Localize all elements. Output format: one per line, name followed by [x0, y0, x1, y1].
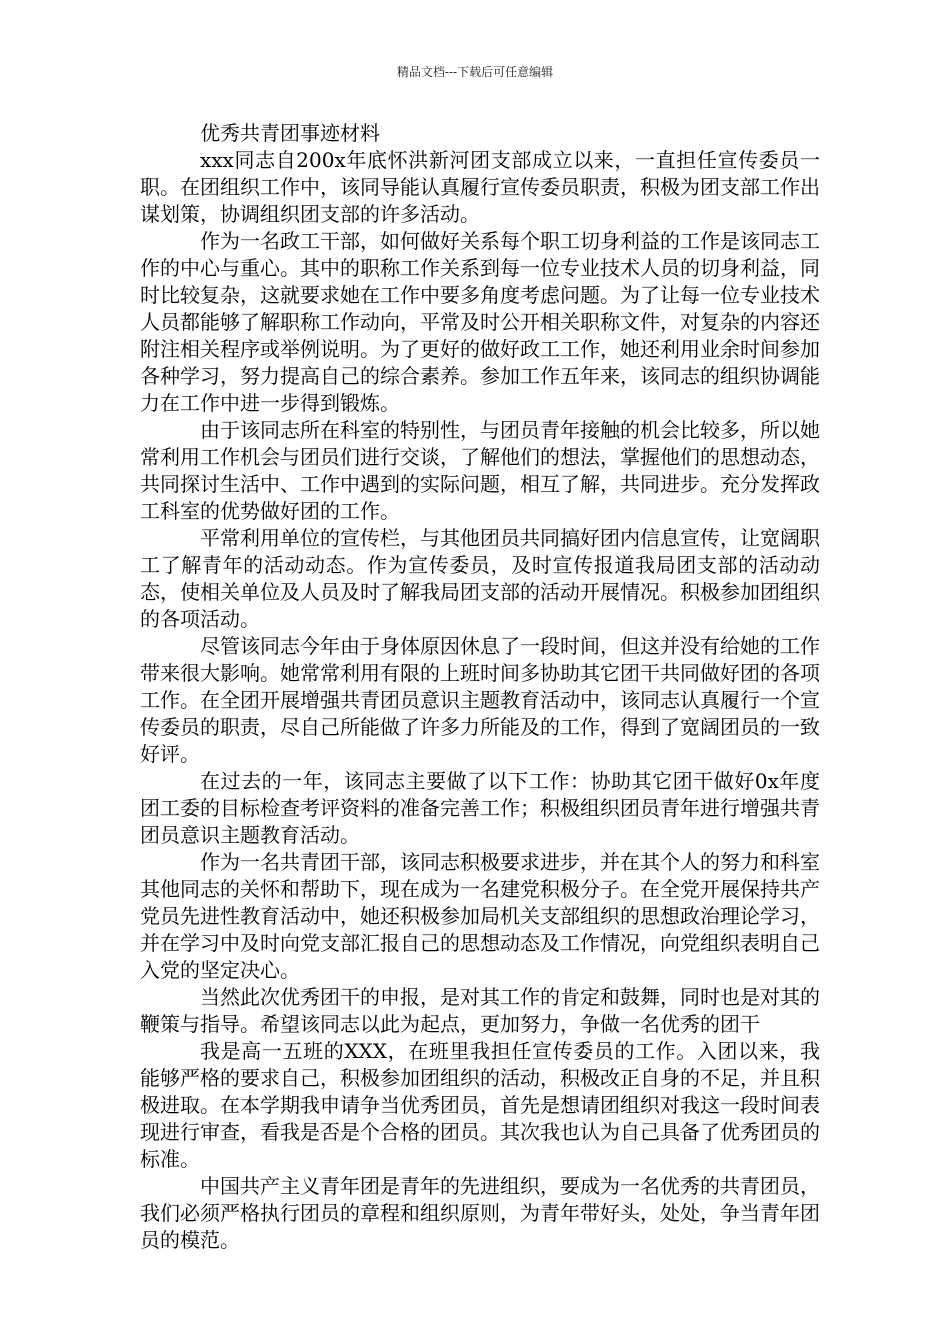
page-header: 精品文档---下载后可任意编辑	[396, 65, 554, 79]
paragraph: 由于该同志所在科室的特别性，与团员青年接触的机会比较多，所以她常利用工作机会与团员们进行交谈，了解他们的想法，掌握他们的思想动态，共同探讨生活中、工作中遇到的实际问题，相互了解，共同进步。充分发挥政工科室的优势做好团的工作。	[140, 418, 820, 523]
paragraph: 中国共产主义青年团是青年的先进组织，要成为一名优秀的共青团员，我们必须严格执行团员的章程和组织原则，为青年带好头，处处，争当青年团员的模范。	[140, 1174, 820, 1252]
paragraph: 作为一名政工干部，如何做好关系每个职工切身利益的工作是该同志工作的中心与重心。其中的职称工作关系到每一位专业技术人员的切身利益，同时比较复杂，这就要求她在工作中要多角度考虑问题。为了让每一位专业技术人员都能够了解职称工作动向，平常及时公开相关职称文件，对复杂的内容还附注相关程序或举例说明。为了更好的做好政工工作，她还利用业余时间参加各种学习，努力提高自己的综合素养。参加工作五年来，该同志的组织协调能力在工作中进一步得到锻炼。	[140, 229, 820, 415]
paragraph: 当然此次优秀团干的申报，是对其工作的肯定和鼓舞，同时也是对其的鞭策与指导。希望该同志以此为起点，更加努力，争做一名优秀的团干	[140, 985, 820, 1036]
paragraph: 作为一名共青团干部，该同志积极要求进步，并在其个人的努力和科室其他同志的关怀和帮助下，现在成为一名建党积极分子。在全党开展保持共产党员先进性教育活动中，她还积极参加局机关支部组织的思想政治理论学习，并在学习中及时向党支部汇报自己的思想动态及工作情况，向党组织表明自己入党的坚定决心。	[140, 850, 820, 982]
paragraph: xxx同志自200x年底怀洪新河团支部成立以来，一直担任宣传委员一职。在团组织工作中，该同导能认真履行宣传委员职责，积极为团支部工作出谋划策，协调组织团支部的许多活动。	[140, 148, 820, 226]
document-title: 优秀共青团事迹材料	[200, 121, 380, 145]
paragraph: 我是高一五班的XXX，在班里我担任宣传委员的工作。入团以来，我能够严格的要求自己，积极参加团组织的活动，积极改正自身的不足，并且积极进取。在本学期我申请争当优秀团员，首先是想请团组织对我这一段时间表现进行审查，看我是否是个合格的团员。其次我也认为自己具备了优秀团员的标准。	[140, 1039, 820, 1171]
paragraph: 尽管该同志今年由于身体原因休息了一段时间，但这并没有给她的工作带来很大影响。她常常利用有限的上班时间多协助其它团干共同做好团的各项工作。在全团开展增强共青团员意识主题教育活动中，该同志认真履行一个宣传委员的职责，尽自己所能做了许多力所能及的工作，得到了宽阔团员的一致好评。	[140, 634, 820, 766]
paragraph: 在过去的一年，该同志主要做了以下工作：协助其它团干做好0x年度团工委的目标检查考评资料的准备完善工作；积极组织团员青年进行增强共青团员意识主题教育活动。	[140, 769, 820, 847]
document-body	[140, 120, 820, 1254]
paragraph: 平常利用单位的宣传栏，与其他团员共同搞好团内信息宣传，让宽阔职工了解青年的活动动态。作为宣传委员，及时宣传报道我局团支部的活动动态，使相关单位及人员及时了解我局团支部的活动开展情况。积极参加团组织的各项活动。	[140, 526, 820, 631]
